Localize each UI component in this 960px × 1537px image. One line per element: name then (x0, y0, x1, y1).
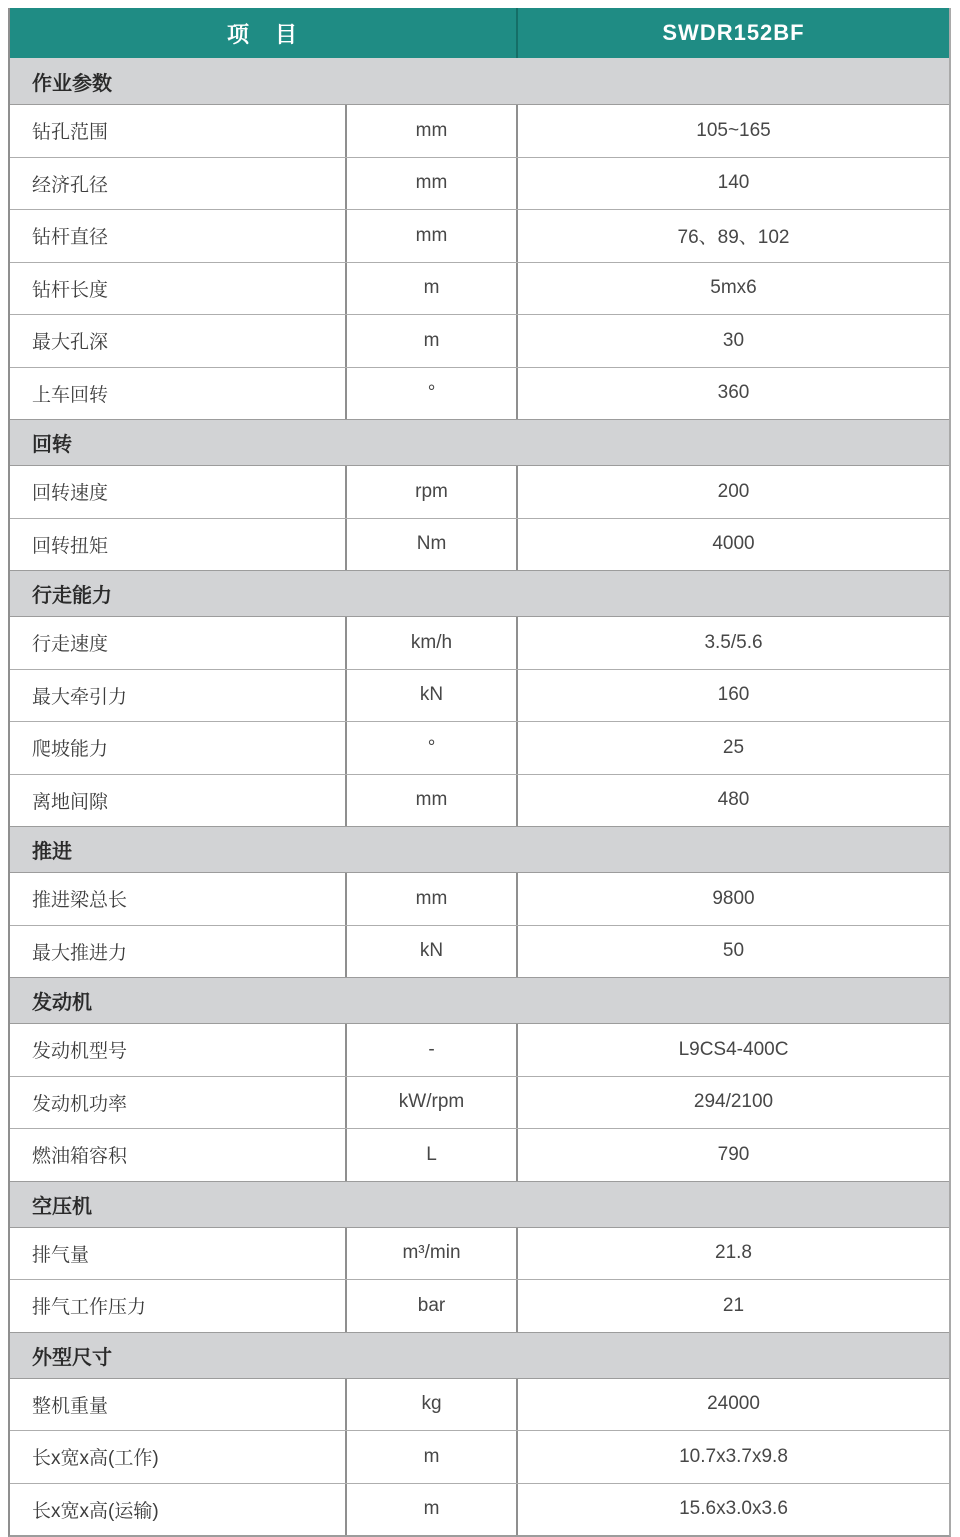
table-row (10, 466, 949, 518)
section-title: 发动机 (10, 977, 949, 1024)
table-row (10, 367, 949, 420)
row-label: 钻杆直径 (10, 210, 347, 262)
table-row (10, 721, 949, 774)
row-unit: mm (347, 775, 518, 827)
table-body (10, 58, 949, 1535)
row-value: 5mx6 (710, 277, 757, 299)
table-row (10, 1379, 949, 1431)
section-rows (10, 873, 949, 977)
row-value: 25 (722, 736, 745, 758)
row-label: 行走速度 (10, 617, 347, 669)
row-unit: kN (347, 670, 518, 722)
table-row (10, 669, 949, 722)
row-label: 爬坡能力 (10, 722, 347, 774)
row-unit: mm (347, 210, 518, 262)
row-label: 经济孔径 (10, 158, 347, 210)
row-unit: - (347, 1024, 518, 1076)
row-value: 3.5/5.6 (704, 631, 763, 653)
section-title: 作业参数 (10, 58, 949, 105)
row-label: 整机重量 (10, 1379, 347, 1431)
row-value: 360 (717, 382, 750, 404)
row-label: 长x宽x高(工作) (10, 1431, 347, 1483)
row-unit: kg (347, 1379, 518, 1431)
spec-section (10, 570, 949, 826)
row-label: 回转速度 (10, 466, 347, 518)
row-unit: m (347, 315, 518, 367)
row-label: 排气工作压力 (10, 1280, 347, 1332)
row-value: 4000 (712, 533, 755, 555)
row-label: 发动机型号 (10, 1024, 347, 1076)
table-row (10, 1279, 949, 1332)
row-value: 140 (717, 172, 750, 194)
row-label: 发动机功率 (10, 1077, 347, 1129)
table-row (10, 209, 949, 262)
section-rows (10, 1228, 949, 1332)
row-value: 480 (717, 789, 750, 811)
row-label: 排气量 (10, 1228, 347, 1280)
row-value: 10.7x3.7x9.8 (679, 1445, 788, 1467)
row-unit: L (347, 1129, 518, 1181)
row-label: 钻杆长度 (10, 263, 347, 315)
row-unit: rpm (347, 466, 518, 518)
row-unit: ° (347, 722, 518, 774)
row-value: 294/2100 (693, 1091, 774, 1113)
section-title: 外型尺寸 (10, 1332, 949, 1379)
row-unit: km/h (347, 617, 518, 669)
row-value: 200 (717, 480, 750, 502)
row-unit: bar (347, 1280, 518, 1332)
spec-section (10, 419, 949, 570)
table-row (10, 262, 949, 315)
row-label: 最大牵引力 (10, 670, 347, 722)
header-model-column: SWDR152BF (662, 20, 805, 45)
spec-section (10, 58, 949, 419)
row-unit: m³/min (347, 1228, 518, 1280)
section-title: 行走能力 (10, 570, 949, 617)
section-rows (10, 105, 949, 419)
section-title: 空压机 (10, 1181, 949, 1228)
spec-section (10, 977, 949, 1181)
row-unit: ° (347, 368, 518, 420)
row-value: 24000 (707, 1393, 760, 1415)
row-unit: mm (347, 873, 518, 925)
row-label: 回转扭矩 (10, 519, 347, 571)
row-value: 30 (722, 329, 745, 351)
table-row (10, 873, 949, 925)
row-unit: m (347, 1484, 518, 1536)
table-row (10, 925, 949, 978)
table-row (10, 157, 949, 210)
row-label: 钻孔范围 (10, 105, 347, 157)
table-row (10, 1483, 949, 1536)
table-row (10, 774, 949, 827)
table-row (10, 314, 949, 367)
row-label: 最大推进力 (10, 926, 347, 978)
table-row (10, 518, 949, 571)
header-item-column: 项 目 (10, 8, 518, 58)
row-unit: kN (347, 926, 518, 978)
table-row (10, 1228, 949, 1280)
row-value: 790 (717, 1143, 750, 1165)
row-label: 上车回转 (10, 368, 347, 420)
row-value: 21 (722, 1294, 745, 1316)
row-value: 21.8 (715, 1242, 752, 1264)
section-rows (10, 1379, 949, 1536)
table-row (10, 1076, 949, 1129)
row-label: 长x宽x高(运输) (10, 1484, 347, 1536)
table-row (10, 105, 949, 157)
row-value: 76、89、102 (677, 227, 790, 249)
row-label: 燃油箱容积 (10, 1129, 347, 1181)
row-value: 160 (717, 684, 750, 706)
row-label: 推进梁总长 (10, 873, 347, 925)
row-value: 15.6x3.0x3.6 (679, 1498, 788, 1520)
row-unit: kW/rpm (347, 1077, 518, 1129)
row-unit: Nm (347, 519, 518, 571)
row-unit: mm (347, 158, 518, 210)
row-unit: m (347, 1431, 518, 1483)
row-value: 105~165 (696, 119, 771, 141)
row-unit: m (347, 263, 518, 315)
spec-section (10, 1181, 949, 1332)
section-title: 推进 (10, 826, 949, 873)
spec-section (10, 1332, 949, 1536)
spec-table (8, 8, 951, 1537)
row-label: 最大孔深 (10, 315, 347, 367)
section-rows (10, 1024, 949, 1181)
row-unit: mm (347, 105, 518, 157)
section-rows (10, 466, 949, 570)
row-value: L9CS4-400C (678, 1038, 789, 1060)
table-row (10, 1430, 949, 1483)
table-row (10, 617, 949, 669)
section-rows (10, 617, 949, 826)
row-value: 9800 (712, 887, 755, 909)
row-label: 离地间隙 (10, 775, 347, 827)
table-row (10, 1024, 949, 1076)
table-header-row (10, 8, 949, 58)
table-row (10, 1128, 949, 1181)
spec-section (10, 826, 949, 977)
section-title: 回转 (10, 419, 949, 466)
row-value: 50 (722, 940, 745, 962)
